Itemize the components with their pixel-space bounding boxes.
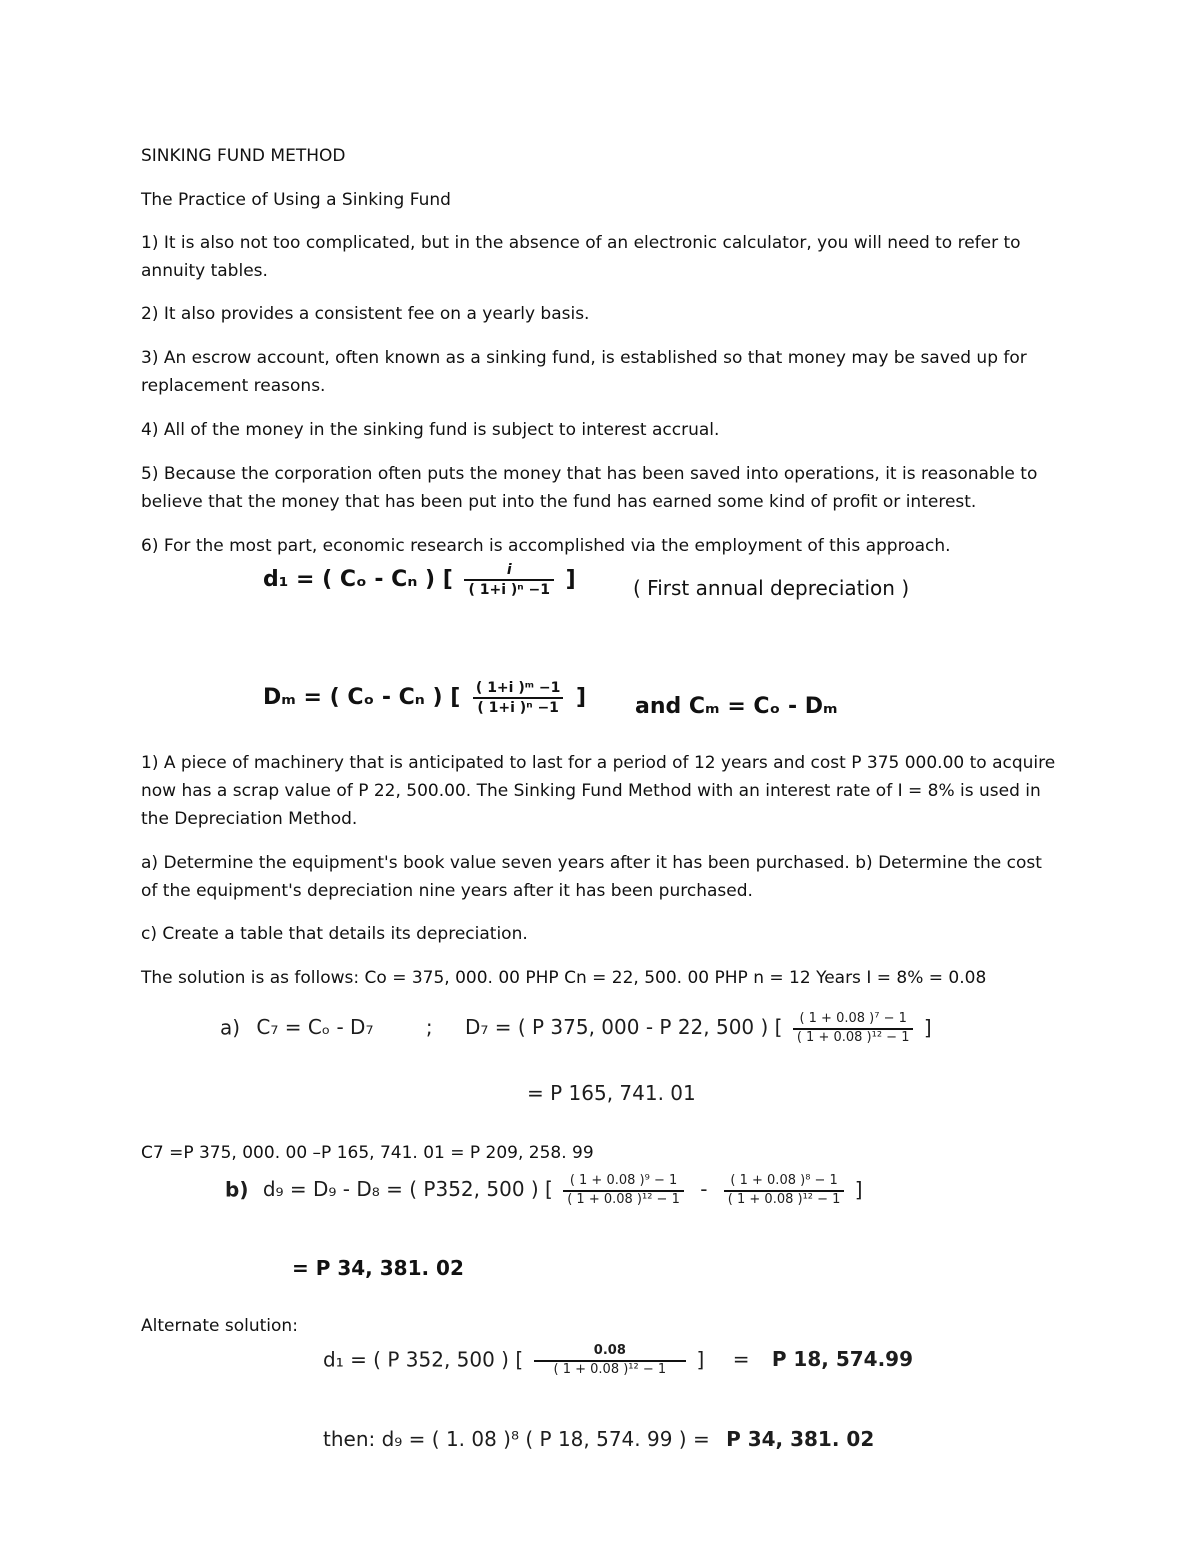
formula1-close: ] — [565, 567, 576, 593]
solution-a-close: ] — [923, 1015, 932, 1040]
alternate-d1-lhs: d₁ = ( P 352, 500 ) [ — [323, 1347, 524, 1372]
doc-subtitle: The Practice of Using a Sinking Fund — [141, 190, 451, 210]
formula1-numerator: i — [506, 562, 512, 578]
solution-a-d7: D₇ = ( P 375, 000 - P 22, 500 ) [ — [464, 1015, 783, 1040]
solution-b-result: = P 34, 381. 02 — [292, 1256, 464, 1280]
alternate-d1-numerator: 0.08 — [593, 1343, 626, 1358]
alternate-d1-close: ] — [696, 1347, 705, 1372]
doc-title: SINKING FUND METHOD — [141, 146, 346, 166]
solution-b-fraction-2 — [724, 1174, 845, 1208]
solution-b-denominator-2: ( 1 + 0.08 )¹² − 1 — [724, 1190, 845, 1208]
c7-line: C7 =P 375, 000. 00 –P 165, 741. 01 = P 209, 258. 99 — [141, 1143, 594, 1163]
problem-parts-ab: a) Determine the equipment's book value seven years after it has been purchased. b) Determine the cost of the equipment's depreciation nine years after it has been purchased. — [141, 853, 1042, 901]
problem-statement: 1) A piece of machinery that is anticipated to last for a period of 12 years and cost P 375 000.00 to acquire now has a scrap value of P 22, 500.00. The Sinking Fund Method with an interest rate of I = 8% is used in the Depreciation Method. — [141, 753, 1056, 829]
formula2-denominator: ( 1+i )ⁿ −1 — [473, 697, 563, 716]
formula2-tail: and Cₘ = Cₒ - Dₘ — [635, 694, 838, 719]
formula2-lhs: Dₘ = ( Cₒ - Cₙ ) [ — [263, 685, 461, 711]
point-6: 6) For the most part, economic research is accomplished via the employment of this approach. — [141, 536, 951, 556]
alternate-d9-result: P 34, 381. 02 — [726, 1427, 875, 1451]
solution-b-minus: - — [700, 1177, 708, 1202]
formula2-fraction — [472, 680, 564, 716]
formula2-close: ] — [576, 685, 587, 711]
given-values: The solution is as follows: Co = 375, 000. 00 PHP Cn = 22, 500. 00 PHP n = 12 Years I = 8% = 0.08 — [141, 968, 987, 988]
solution-a-numerator: ( 1 + 0.08 )⁷ − 1 — [799, 1011, 907, 1026]
point-1: 1) It is also not too complicated, but in the absence of an electronic calculator, you will need to refer to annuity tables. — [141, 233, 1021, 281]
alternate-solution-label: Alternate solution: — [141, 1316, 298, 1336]
formula1-note: ( First annual depreciation ) — [633, 576, 910, 600]
formula-accumulated-depreciation — [263, 680, 586, 716]
formula1-denominator: ( 1+i )ⁿ −1 — [464, 579, 554, 598]
solution-b-label: b) — [225, 1177, 249, 1202]
formula-first-depreciation — [263, 562, 576, 598]
solution-a-fraction — [793, 1012, 914, 1046]
solution-a-label: a) — [220, 1015, 241, 1040]
solution-a-book-value: C₇ = Cₒ - D₇ — [256, 1015, 374, 1040]
alternate-d1 — [323, 1344, 913, 1378]
solution-a-separator: ; — [425, 1015, 433, 1040]
alternate-d9 — [323, 1427, 874, 1451]
alternate-d1-result: P 18, 574.99 — [771, 1347, 914, 1372]
alternate-d1-equals: = — [732, 1347, 750, 1372]
point-4: 4) All of the money in the sinking fund is subject to interest accrual. — [141, 420, 720, 440]
point-2: 2) It also provides a consistent fee on a yearly basis. — [141, 304, 590, 324]
solution-a — [220, 1012, 932, 1046]
problem-part-c: c) Create a table that details its depreciation. — [141, 924, 528, 944]
solution-b-denominator-1: ( 1 + 0.08 )¹² − 1 — [563, 1190, 684, 1208]
solution-a-denominator: ( 1 + 0.08 )¹² − 1 — [793, 1028, 914, 1046]
alternate-d1-fraction — [534, 1344, 687, 1378]
solution-b — [225, 1174, 863, 1208]
formula1-fraction — [464, 562, 554, 598]
solution-a-result: = P 165, 741. 01 — [527, 1081, 696, 1105]
solution-b-fraction-1 — [563, 1174, 684, 1208]
alternate-d9-expression: then: d₉ = ( 1. 08 )⁸ ( P 18, 574. 99 ) = — [323, 1427, 710, 1451]
solution-b-close: ] — [854, 1177, 863, 1202]
formula2-numerator: ( 1+i )ᵐ −1 — [475, 680, 561, 696]
alternate-d1-denominator: ( 1 + 0.08 )¹² − 1 — [534, 1360, 687, 1378]
solution-b-d9: d₉ = D₉ - D₈ = ( P352, 500 ) [ — [262, 1177, 553, 1202]
point-3: 3) An escrow account, often known as a sinking fund, is established so that money may be saved up for replacement reasons. — [141, 348, 1027, 396]
solution-b-numerator-2: ( 1 + 0.08 )⁸ − 1 — [730, 1173, 838, 1188]
formula1-lhs: d₁ = ( Cₒ - Cₙ ) [ — [263, 567, 453, 593]
solution-b-numerator-1: ( 1 + 0.08 )⁹ − 1 — [569, 1173, 678, 1188]
point-5: 5) Because the corporation often puts the money that has been saved into operations, it is reasonable to believe that the money that has been put into the fund has earned some kind of profit or interest. — [141, 464, 1038, 512]
